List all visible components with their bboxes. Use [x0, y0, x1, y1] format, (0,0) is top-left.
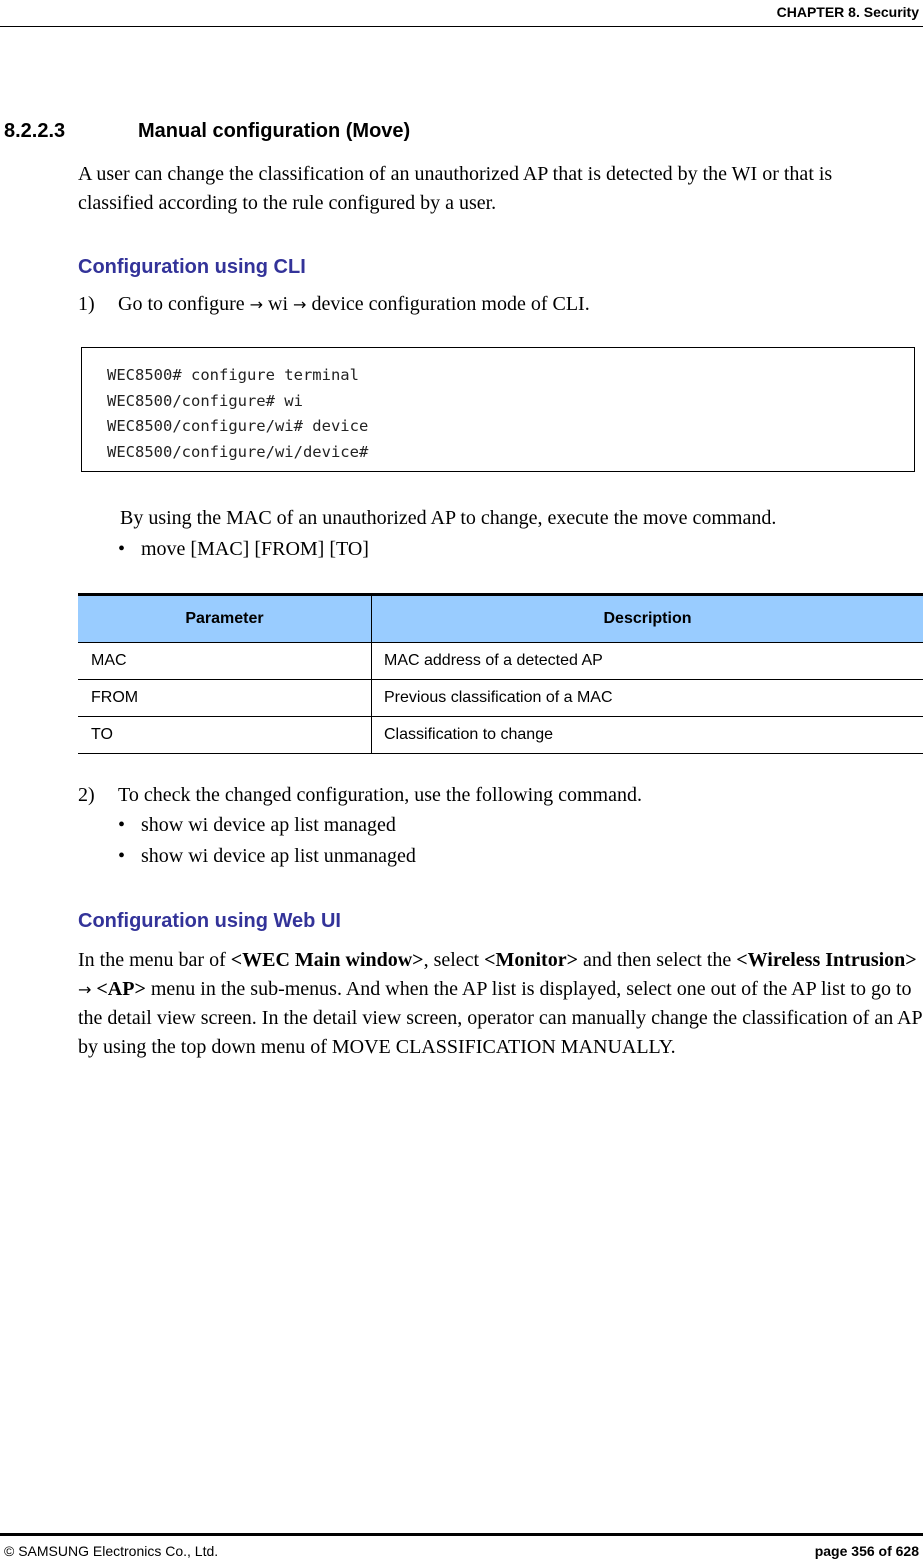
menu-ref-ap: <AP>	[96, 978, 146, 1000]
section-number: 8.2.2.3	[4, 120, 66, 142]
step-2-number: 2)	[78, 784, 95, 806]
footer-divider	[0, 1533, 923, 1536]
description-cell: Classification to change	[372, 717, 923, 754]
arrow-right-icon: →	[249, 295, 264, 314]
show-command-bullet	[118, 845, 416, 868]
show-command: show wi device ap list managed	[141, 814, 396, 836]
table-row	[78, 717, 923, 754]
footer-copyright: © SAMSUNG Electronics Co., Ltd.	[4, 1543, 219, 1559]
section-title-text: Manual configuration (Move)	[138, 120, 411, 142]
header-divider	[0, 26, 923, 27]
show-command-bullet	[118, 814, 396, 837]
chapter-header: CHAPTER 8. Security	[776, 4, 919, 20]
arrow-right-icon: →	[78, 980, 92, 999]
web-ui-paragraph	[78, 946, 923, 1062]
parameter-cell: TO	[78, 717, 372, 754]
cli-step-2	[78, 784, 642, 807]
code-line: WEC8500/configure# wi	[107, 391, 303, 410]
cli-heading: Configuration using CLI	[78, 256, 306, 278]
description-cell: Previous classification of a MAC	[372, 680, 923, 717]
cli-code-block	[81, 347, 915, 472]
bullet-icon: •	[118, 845, 126, 867]
show-command: show wi device ap list unmanaged	[141, 845, 416, 867]
arrow-right-icon: →	[293, 295, 307, 314]
intro-paragraph: A user can change the classification of an unauthorized AP that is detected by the WI or that is classified according to the rule configured by a user.	[78, 163, 833, 214]
step-1-number: 1)	[78, 293, 95, 315]
code-line: WEC8500/configure/wi# device	[107, 417, 369, 435]
parameter-table	[78, 593, 923, 754]
menu-ref-main-window: <WEC Main window>	[230, 949, 424, 971]
code-line: WEC8500/configure/wi/device#	[107, 442, 369, 461]
web-text: , select	[423, 949, 485, 971]
web-text: menu in the sub-menus. And when the AP list is displayed, select one out of the AP list to go to the detail view screen. In the detail view screen, operator can manually change the classification of an AP by using the top down menu of MOVE CLASSIFICATION MANUALLY.	[78, 978, 922, 1058]
column-header-parameter: Parameter	[78, 595, 372, 643]
web-text: In the menu bar of	[78, 949, 231, 971]
parameter-cell: MAC	[78, 643, 372, 680]
description-cell: MAC address of a detected AP	[372, 643, 923, 680]
menu-ref-wireless-intrusion: <Wireless Intrusion>	[736, 949, 917, 971]
step-1-text-c: device configuration mode of CLI.	[306, 293, 590, 315]
footer-page-number: page 356 of 628	[814, 1543, 919, 1559]
move-command: move [MAC] [FROM] [TO]	[141, 538, 369, 560]
bullet-icon: •	[118, 538, 126, 560]
step-1-text-a: Go to configure	[118, 293, 250, 315]
web-ui-heading: Configuration using Web UI	[78, 910, 341, 932]
column-header-description: Description	[372, 595, 923, 643]
step-1-text-b: wi	[263, 293, 294, 315]
web-text: and then select the	[577, 949, 737, 971]
bullet-icon: •	[118, 814, 126, 836]
table-row	[78, 643, 923, 680]
move-command-intro: By using the MAC of an unauthorized AP to change, execute the move command.	[120, 507, 777, 529]
menu-ref-monitor: <Monitor>	[484, 949, 578, 971]
section-title	[4, 120, 410, 143]
table-row	[78, 680, 923, 717]
step-2-text: To check the changed configuration, use the following command.	[118, 784, 642, 806]
table-header-row	[78, 595, 923, 643]
code-line: WEC8500# configure terminal	[107, 366, 359, 384]
cli-step-1	[78, 293, 590, 316]
move-command-bullet	[118, 538, 369, 561]
parameter-cell: FROM	[78, 680, 372, 717]
